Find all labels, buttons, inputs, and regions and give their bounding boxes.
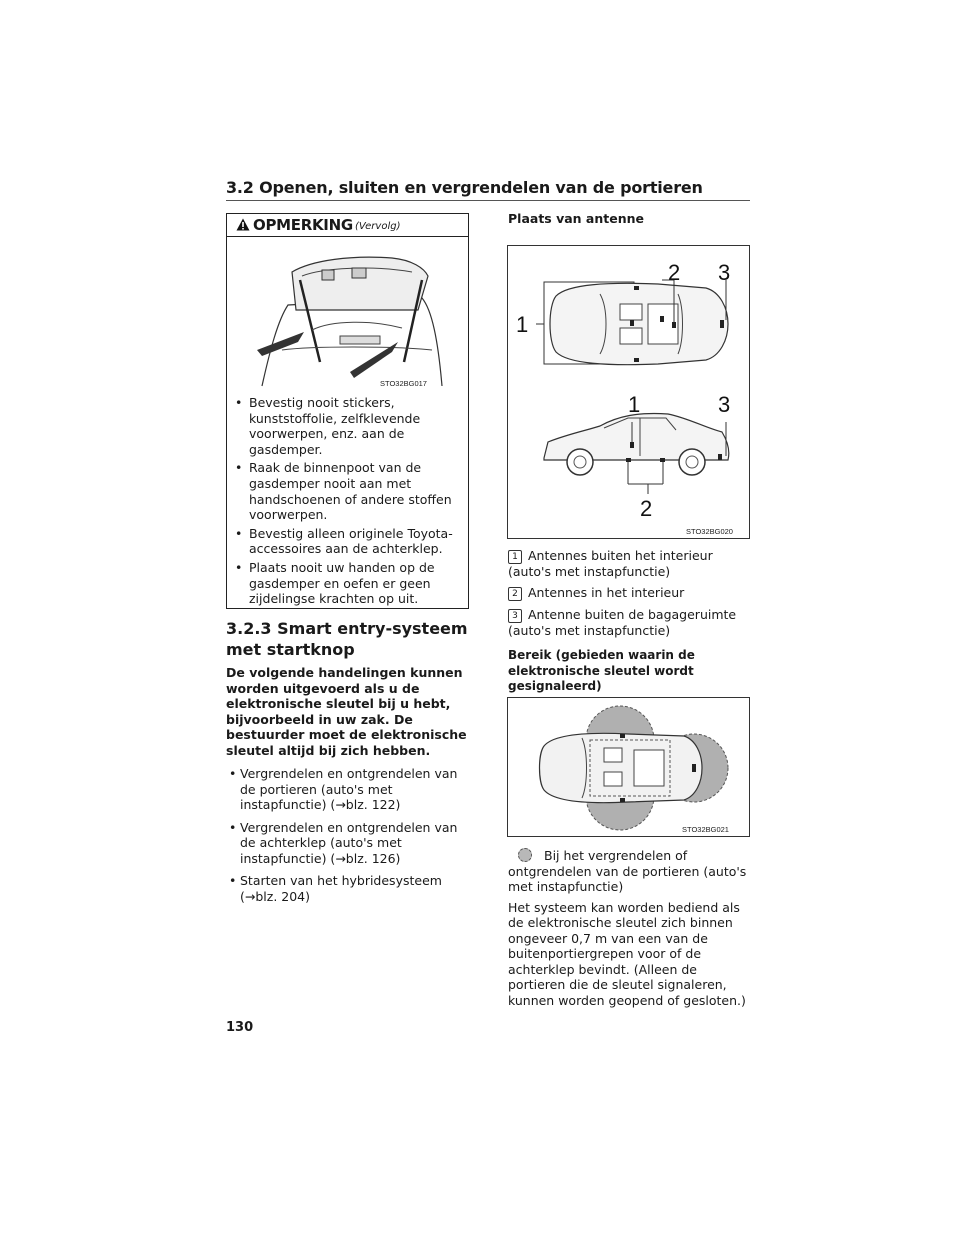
zone-icon bbox=[518, 848, 532, 862]
chapter-header: 3.2 Openen, sluiten en vergrendelen van de portieren bbox=[226, 178, 703, 197]
zone-legend: Bij het vergrendelen of ontgrendelen van de portieren (auto's met instapfunctie) bbox=[508, 848, 747, 894]
tailgate-illustration bbox=[252, 250, 444, 388]
callout-1: 1 bbox=[628, 392, 641, 417]
section-intro: De volgende handelingen kunnen worden uitgevoerd als u de elektronische sleutel bij u hebt, bijvoorbeeld in uw zak. De bestuurder moet de elektronische sleutel altijd bij zich hebben. bbox=[226, 665, 467, 758]
range-figure bbox=[507, 697, 750, 837]
list-item: • Vergrendelen en ontgrendelen van de portieren (auto's met instapfunctie) (→blz. 122) bbox=[229, 766, 458, 812]
notice-bullet: • Raak de binnenpoot van de gasdemper nooit aan met handschoenen of andere stoffen voorwerpen. bbox=[235, 460, 452, 523]
page-number: 130 bbox=[226, 1020, 254, 1035]
warning-icon bbox=[236, 218, 250, 231]
legend-item-1: 1 Antennes buiten het interieur (auto's met instapfunctie) bbox=[508, 548, 713, 579]
section-title: 3.2.3 Smart entry-systeem met startknop bbox=[226, 619, 468, 659]
range-diagram bbox=[508, 698, 749, 836]
antenna-figure bbox=[507, 245, 750, 539]
list-item: • Vergrendelen en ontgrendelen van de achterklep (auto's met instapfunctie) (→blz. 126) bbox=[229, 819, 458, 866]
antenna-diagram bbox=[508, 246, 749, 538]
notice-title: OPMERKING bbox=[253, 216, 353, 234]
legend-item-2: 2 Antennes in het interieur bbox=[508, 585, 753, 601]
image-code: STO32BG021 bbox=[682, 825, 729, 834]
antenna-title: Plaats van antenne bbox=[508, 211, 644, 226]
range-title: Bereik (gebieden waarin de elektronische sleutel wordt gesignaleerd) bbox=[508, 648, 695, 693]
range-description: Het systeem kan worden bediend als de elektronische sleutel zich binnen ongeveer 0,7 m van een van de buitenportiergrepen voor of de achterklep bevindt. (Alleen de portieren die de sleutel signaleren, kunnen worden geopend of gesloten.) bbox=[508, 899, 746, 1008]
callout-2: 2 bbox=[640, 496, 653, 521]
notice-bullet: • Plaats nooit uw handen op de gasdemper en oefen er geen zijdelingse krachten op uit. bbox=[235, 559, 435, 607]
notice-box bbox=[226, 213, 469, 609]
image-code: STO32BG020 bbox=[686, 527, 733, 536]
callout-3: 3 bbox=[718, 260, 731, 285]
notice-header bbox=[227, 214, 468, 237]
callout-1: 1 bbox=[516, 312, 529, 337]
legend-item-3: 3 Antenne buiten de bagageruimte (auto's met instapfunctie) bbox=[508, 607, 737, 638]
list-item: • Starten van het hybridesysteem (→blz. 204) bbox=[229, 873, 442, 904]
header-rule bbox=[226, 200, 750, 201]
callout-2: 2 bbox=[668, 260, 681, 285]
range-text bbox=[508, 848, 750, 1008]
operation-list bbox=[226, 766, 471, 911]
callout-3: 3 bbox=[718, 392, 731, 417]
notice-continued: (Vervolg) bbox=[355, 221, 401, 232]
notice-bullets bbox=[233, 395, 465, 610]
notice-bullet: • Bevestig alleen originele Toyota-accessoires aan de achterklep. bbox=[235, 525, 453, 557]
image-code: STO32BG017 bbox=[380, 379, 427, 388]
notice-bullet: • Bevestig nooit stickers, kunststoffolie, zelfklevende voorwerpen, enz. aan de gasdemper. bbox=[235, 395, 421, 457]
